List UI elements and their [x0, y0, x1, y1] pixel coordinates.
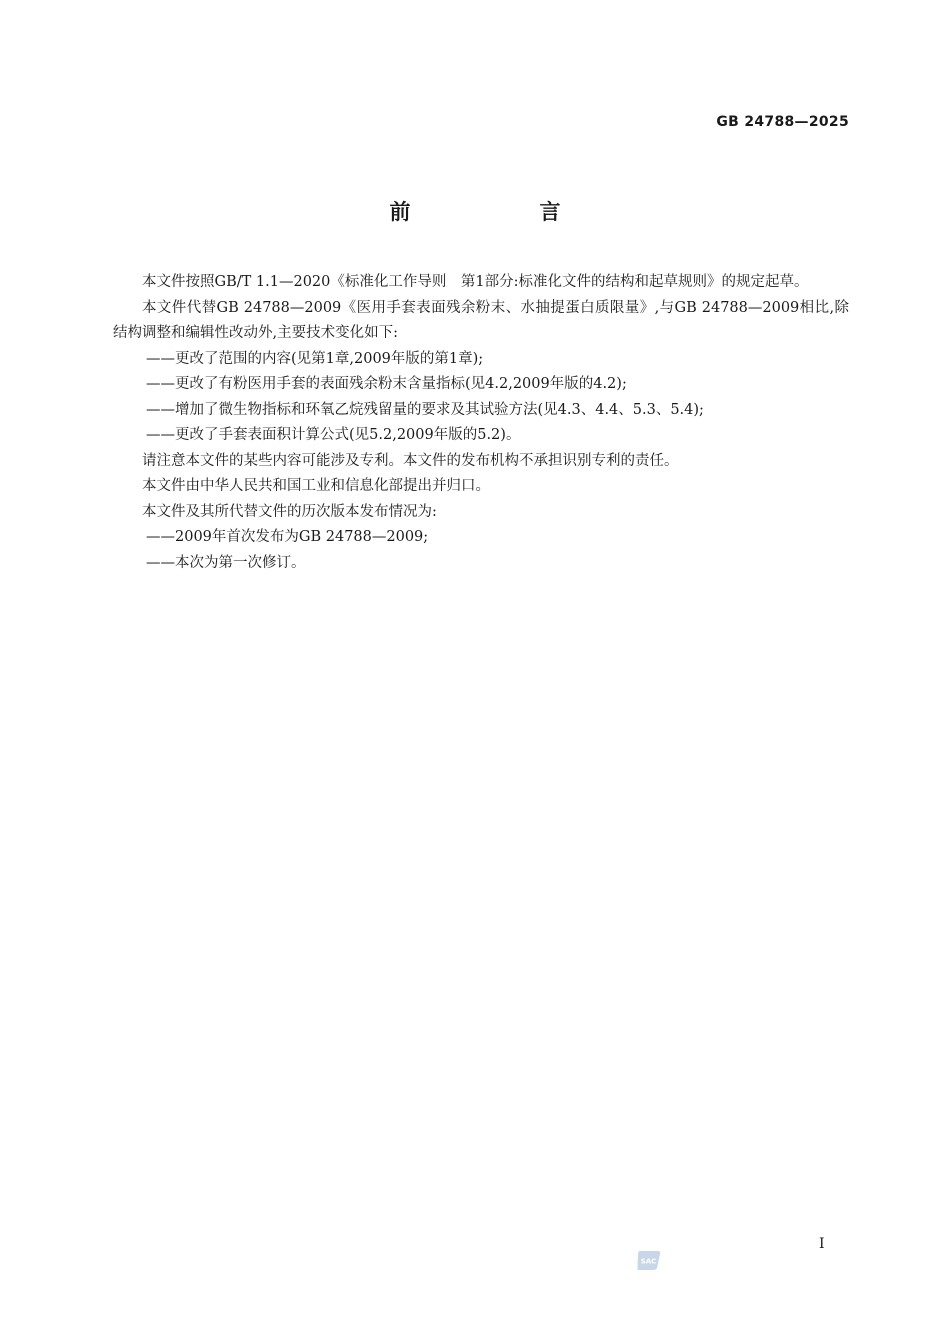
paragraph-replacement: 本文件代替GB 24788—2009《医用手套表面残余粉末、水抽提蛋白质限量》,与GB 24788—2009相比,除结构调整和编辑性改动外,主要技术变化如下: [113, 299, 849, 341]
document-body [113, 270, 849, 576]
page-number: I [819, 1236, 825, 1252]
standard-code: GB 24788—2025 [716, 114, 849, 130]
page-title: 前 言 [389, 200, 615, 224]
change-item: ——增加了微生物指标和环氧乙烷残留量的要求及其试验方法(见4.3、4.4、5.3、5.4); [146, 401, 704, 418]
paragraph-drafting-rules: 本文件按照GB/T 1.1—2020《标准化工作导则 第1部分:标准化文件的结构和起草规则》的规定起草。 [142, 274, 809, 290]
change-item: ——更改了范围的内容(见第1章,2009年版的第1章); [146, 350, 484, 367]
sac-logo-icon [636, 1249, 662, 1271]
change-item: ——更改了有粉医用手套的表面残余粉末含量指标(见4.2,2009年版的4.2); [146, 376, 627, 392]
paragraph-history-intro: 本文件及其所代替文件的历次版本发布情况为: [142, 503, 437, 520]
history-item: ——2009年首次发布为GB 24788—2009; [146, 529, 429, 545]
history-item: ——本次为第一次修订。 [146, 554, 306, 571]
change-item: ——更改了手套表面积计算公式(见5.2,2009年版的5.2)。 [146, 427, 521, 443]
paragraph-patent-notice: 请注意本文件的某些内容可能涉及专利。本文件的发布机构不承担识别专利的责任。 [142, 452, 679, 469]
paragraph-proposer: 本文件由中华人民共和国工业和信息化部提出并归口。 [142, 478, 490, 494]
sac-logo-text: SAC [640, 1257, 657, 1266]
